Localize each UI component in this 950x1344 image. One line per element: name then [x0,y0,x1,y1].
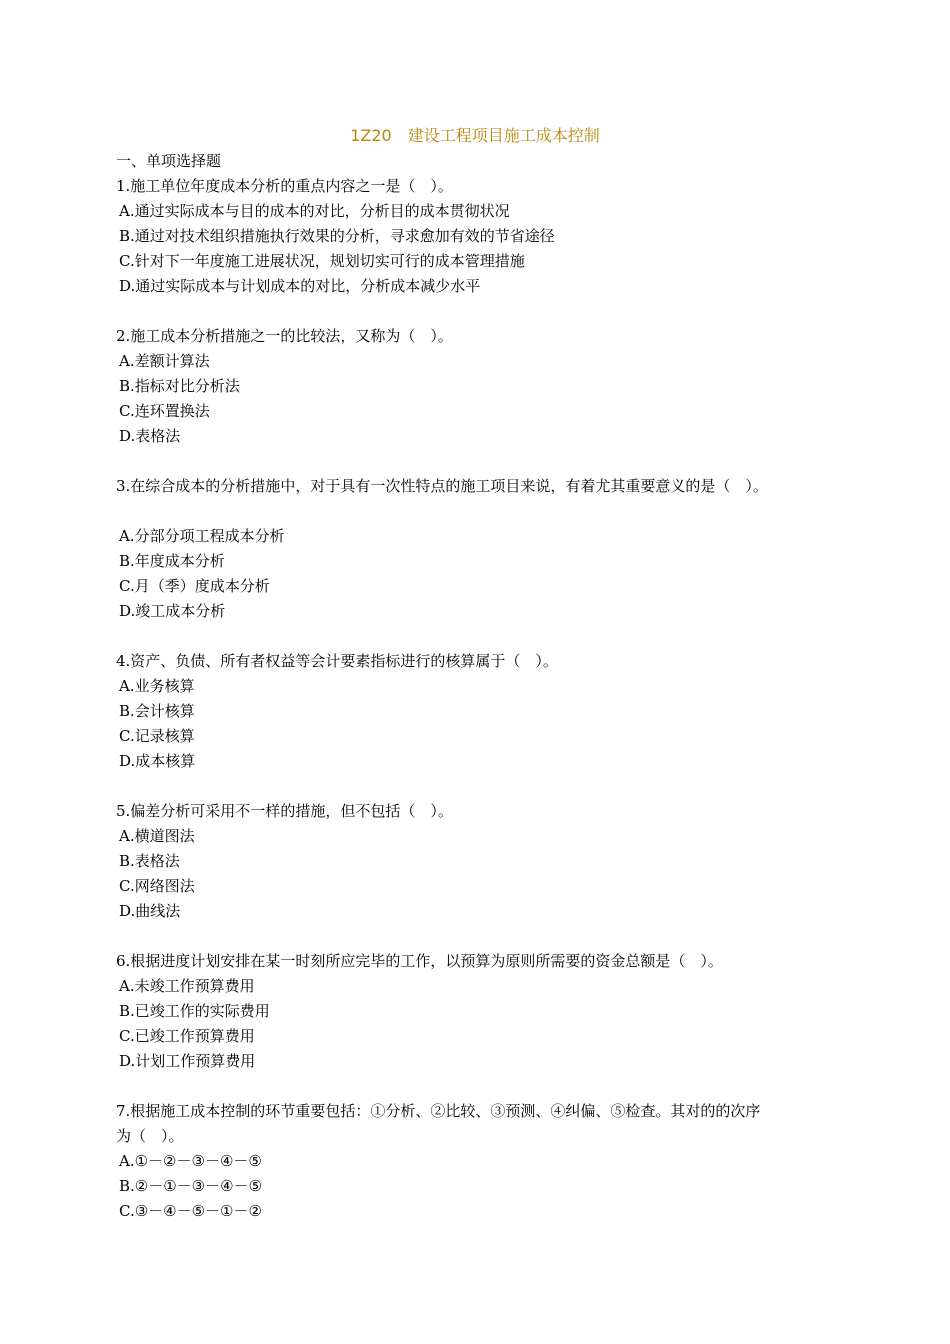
question-text-line-1: 7.根据施工成本控制的环节重要包括：①分析、②比较、③预测、④纠偏、⑤检查。其对的的次序 [116,1102,761,1120]
option-b: B.表格法 [119,852,180,870]
question-3 [116,474,846,624]
option-d: D.通过实际成本与计划成本的对比，分析成本减少水平 [119,277,481,295]
option-a: A.分部分项工程成本分析 [119,527,285,545]
question-text: 6.根据进度计划安排在某一时刻所应完毕的工作，以预算为原则所需要的资金总额是（ ）。 [116,952,723,970]
spacer [116,449,846,474]
option-b: B.会计核算 [119,702,195,720]
option-c: C.③－④－⑤－①－② [119,1202,262,1220]
option-b: B.通过对技术组织措施执行效果的分析，寻求愈加有效的节省途径 [119,227,555,245]
option-a: A.①－②－③－④－⑤ [119,1152,262,1170]
option-a: A.横道图法 [119,827,195,845]
option-d: D.计划工作预算费用 [119,1052,256,1070]
section-heading: 一、单项选择题 [116,152,222,170]
option-c: C.针对下一年度施工进展状况，规划切实可行的成本管理措施 [119,252,525,270]
spacer [116,924,846,949]
option-d: D.曲线法 [119,902,181,920]
question-text-line-2: 为（ ）。 [116,1127,184,1145]
option-a: A.业务核算 [119,677,195,695]
spacer [116,299,846,324]
option-d: D.竣工成本分析 [119,602,226,620]
option-c: C.连环置换法 [119,402,210,420]
option-d: D.成本核算 [119,752,196,770]
spacer [116,774,846,799]
question-text: 4.资产、负债、所有者权益等会计要素指标进行的核算属于（ ）。 [116,652,558,670]
spacer [116,1074,846,1099]
document-body [116,149,846,1224]
question-5 [116,799,846,924]
question-1 [116,174,846,299]
option-c: C.记录核算 [119,727,195,745]
option-b: B.年度成本分析 [119,552,225,570]
question-text: 5.偏差分析可采用不一样的措施，但不包括（ ）。 [116,802,453,820]
spacer [116,499,846,524]
option-c: C.网络图法 [119,877,195,895]
document-title: 1Z20 建设工程项目施工成本控制 [350,126,600,145]
option-b: B.指标对比分析法 [119,377,240,395]
option-c: C.已竣工作预算费用 [119,1027,255,1045]
question-6 [116,949,846,1074]
question-4 [116,649,846,774]
option-b: B.已竣工作的实际费用 [119,1002,270,1020]
question-text: 1.施工单位年度成本分析的重点内容之一是（ ）。 [116,177,453,195]
option-b: B.②－①－③－④－⑤ [119,1177,263,1195]
option-d: D.表格法 [119,427,181,445]
option-a: A.差额计算法 [119,352,210,370]
option-a: A.未竣工作预算费用 [119,977,255,995]
question-text: 3.在综合成本的分析措施中，对于具有一次性特点的施工项目来说，有着尤其重要意义的是（ ）。 [116,477,768,495]
question-7 [116,1099,846,1224]
question-text: 2.施工成本分析措施之一的比较法，又称为（ ）。 [116,327,453,345]
spacer [116,624,846,649]
option-a: A.通过实际成本与目的成本的对比，分析目的成本贯彻状况 [119,202,510,220]
option-c: C.月（季）度成本分析 [119,577,270,595]
question-2 [116,324,846,449]
